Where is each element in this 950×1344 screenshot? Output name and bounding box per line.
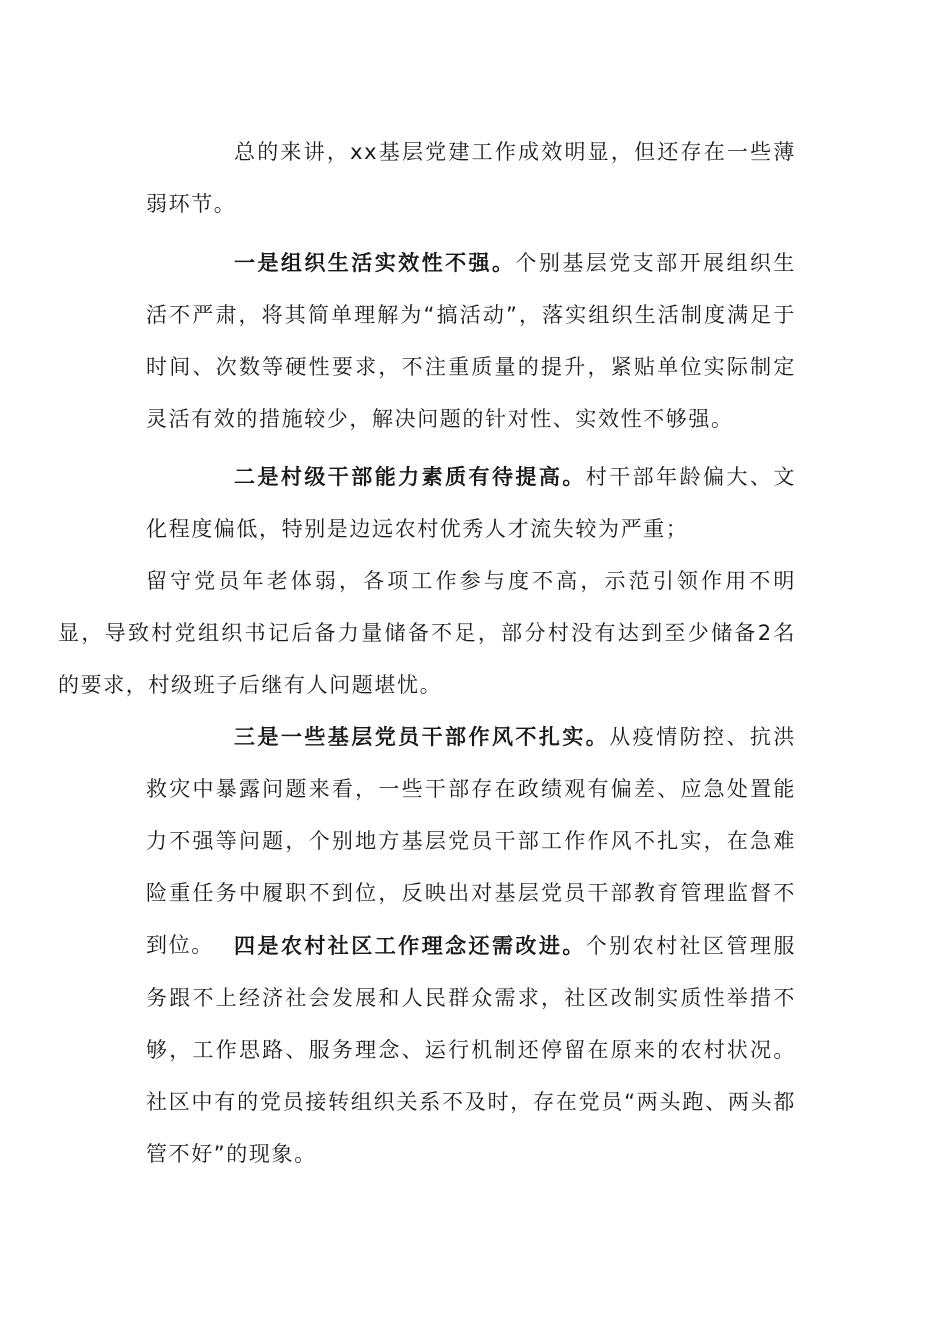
paragraph-issue-one <box>146 237 796 445</box>
paragraph-issue-two-body: 村干部年龄偏大、文化程度偏低，特别是边远农村优秀人才流失较为严重； <box>146 465 796 541</box>
paragraph-issue-two-lead: 二是村级干部能力素质有待提高。 <box>234 465 586 489</box>
paragraph-issue-three-lead: 三是一些基层党员干部作风不扎实。 <box>234 725 610 749</box>
paragraph-issue-one-body: 个别基层党支部开展组织生活不严肃，将其简单理解为“搞活动”，落实组织生活制度满足于时间、次数等硬性要求，不注重质量的提升，紧贴单位实际制定灵活有效的措施较少，解决问题的针对性、实效性不够强。 <box>146 251 796 431</box>
paragraph-issue-two <box>58 451 796 711</box>
paragraph-summary <box>146 126 796 230</box>
paragraph-issue-three-body: 从疫情防控、抗洪救灾中暴露问题来看，一些干部存在政绩观有偏差、应急处置能力不强等问题，个别地方基层党员干部工作作风不扎实，在急难险重任务中履职不到位，反映出对基层党员干部教育管理监督不到位。 <box>146 725 796 957</box>
paragraph-issue-four <box>146 920 796 1180</box>
paragraph-issue-two-body-continued: 留守党员年老体弱，各项工作参与度不高，示范引领作用不明显，导致村党组织书记后备力量储备不足，部分村没有达到至少储备2名的要求，村级班子后继有人问题堪忧。 <box>58 569 796 697</box>
paragraph-issue-four-lead: 四是农村社区工作理念还需改进。 <box>234 934 586 958</box>
paragraph-issue-four-body: 个别农村社区管理服务跟不上经济社会发展和人民群众需求，社区改制实质性举措不够，工作思路、服务理念、运行机制还停留在原来的农村状况。社区中有的党员接转组织关系不及时，存在党员“两头跑、两头都管不好”的现象。 <box>146 934 796 1166</box>
paragraph-issue-one-lead: 一是组织生活实效性不强。 <box>234 251 516 275</box>
paragraph-summary-body: 总的来讲，xx基层党建工作成效明显，但还存在一些薄弱环节。 <box>146 140 796 216</box>
